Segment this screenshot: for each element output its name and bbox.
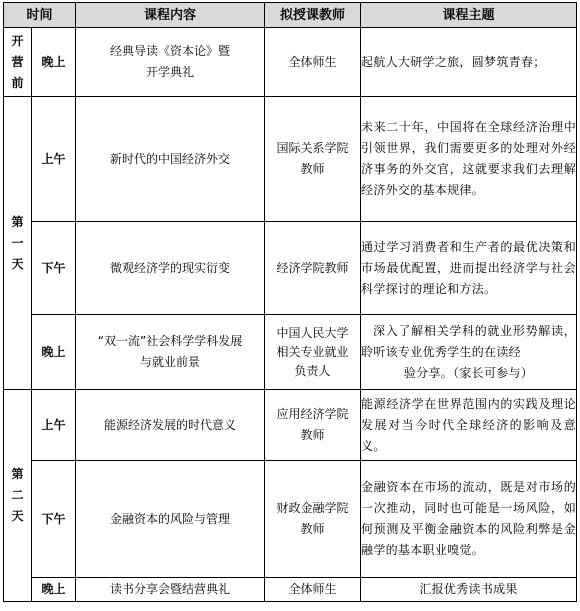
course-cell: 新时代的中国经济外交 xyxy=(76,97,265,222)
course-line: 与就业前景 xyxy=(140,355,201,369)
course-cell: 金融资本的风险与管理 xyxy=(76,461,265,578)
period-cell: 晚上 xyxy=(32,28,76,97)
theme-text-tail: 验分享。（家长可参与） xyxy=(403,365,534,380)
course-cell xyxy=(76,315,265,390)
table-row xyxy=(4,222,577,315)
day-label-day2 xyxy=(4,390,32,602)
day-char: 第 xyxy=(11,467,24,481)
course-cell: 微观经济学的现实衍变 xyxy=(76,222,265,315)
theme-cell: 能源经济学在世界范围内的实践及理论发展对当今时代全球经济的影响及意义。 xyxy=(361,390,577,461)
theme-cell: 未来二十年，中国将在全球经济治理中引领世界，我们需要更多的处理对外经济事务的外交官，这就要求我们去理解经济外交的基本规律。 xyxy=(361,97,577,222)
day-char: 第 xyxy=(11,214,24,229)
header-time: 时间 xyxy=(4,3,76,28)
course-cell: 能源经济发展的时代意义 xyxy=(76,390,265,461)
teacher-cell xyxy=(265,97,361,222)
teacher-line: 中国人民大学 xyxy=(276,325,349,340)
theme-cell: 通过学习消费者和生产者的最优决策和市场最优配置，进而提出经济学与社会科学探讨的理论和方法。 xyxy=(361,222,577,315)
day-char: 开 xyxy=(11,33,24,48)
day-char: 天 xyxy=(11,256,24,271)
header-row xyxy=(4,3,577,28)
day-char: 一 xyxy=(11,235,24,250)
period-cell: 上午 xyxy=(32,390,76,461)
day-label-pre xyxy=(4,28,32,97)
theme-text: 深入了解相关学科的就业形势解读，聆听该专业优秀学生的在读经 xyxy=(361,323,577,359)
teacher-cell: 经济学院教师 xyxy=(265,222,361,315)
schedule-table xyxy=(3,2,577,602)
day-char: 前 xyxy=(11,75,24,90)
day-char: 二 xyxy=(11,488,24,502)
teacher-cell xyxy=(265,315,361,390)
header-content: 课程内容 xyxy=(76,3,265,28)
teacher-cell: 全体师生 xyxy=(265,578,361,602)
schedule-document xyxy=(3,2,577,602)
table-row xyxy=(4,461,577,578)
course-cell: 读书分享会暨结营典礼 xyxy=(76,578,265,602)
theme-cell xyxy=(361,315,577,390)
table-row xyxy=(4,315,577,390)
day-label-day1 xyxy=(4,97,32,390)
teacher-cell: 全体师生 xyxy=(265,28,361,97)
day-char: 营 xyxy=(11,54,24,69)
teacher-line: 国际关系学院 xyxy=(276,141,349,155)
period-cell: 晚上 xyxy=(32,315,76,390)
course-line: “双一流”社会科学学科发展 xyxy=(97,334,243,348)
theme-cell: 汇报优秀读书成果 xyxy=(361,578,577,602)
teacher-line: 应用经济学院 xyxy=(276,407,349,421)
table-row xyxy=(4,28,577,97)
table-row xyxy=(4,390,577,461)
table-row xyxy=(4,97,577,222)
day-char: 天 xyxy=(11,509,24,523)
period-cell: 下午 xyxy=(32,461,76,578)
period-cell: 上午 xyxy=(32,97,76,222)
theme-cell: 起航人大研学之旅，圆梦筑青春； xyxy=(361,28,577,97)
course-cell xyxy=(76,28,265,97)
theme-cell: 金融资本在市场的流动，既是对市场的一次推动，同时也可能是一场风险，如何预测及平衡金融资本的风险利弊是金融学的基本职业嗅觉。 xyxy=(361,461,577,578)
teacher-line: 教师 xyxy=(300,162,325,176)
teacher-line: 负责人 xyxy=(294,363,331,378)
teacher-cell xyxy=(265,461,361,578)
course-line: 开学典礼 xyxy=(146,65,195,79)
header-theme: 课程主题 xyxy=(361,3,577,28)
course-line: 经典导读《资本论》暨 xyxy=(110,44,231,58)
period-cell: 下午 xyxy=(32,222,76,315)
table-row xyxy=(4,578,577,602)
header-teacher: 拟授课教师 xyxy=(265,3,361,28)
teacher-line: 相关专业就业 xyxy=(276,344,349,359)
teacher-line: 财政金融学院 xyxy=(276,501,349,515)
teacher-cell xyxy=(265,390,361,461)
teacher-line: 教师 xyxy=(300,428,325,442)
teacher-line: 教师 xyxy=(300,522,325,536)
period-cell: 晚上 xyxy=(32,578,76,602)
